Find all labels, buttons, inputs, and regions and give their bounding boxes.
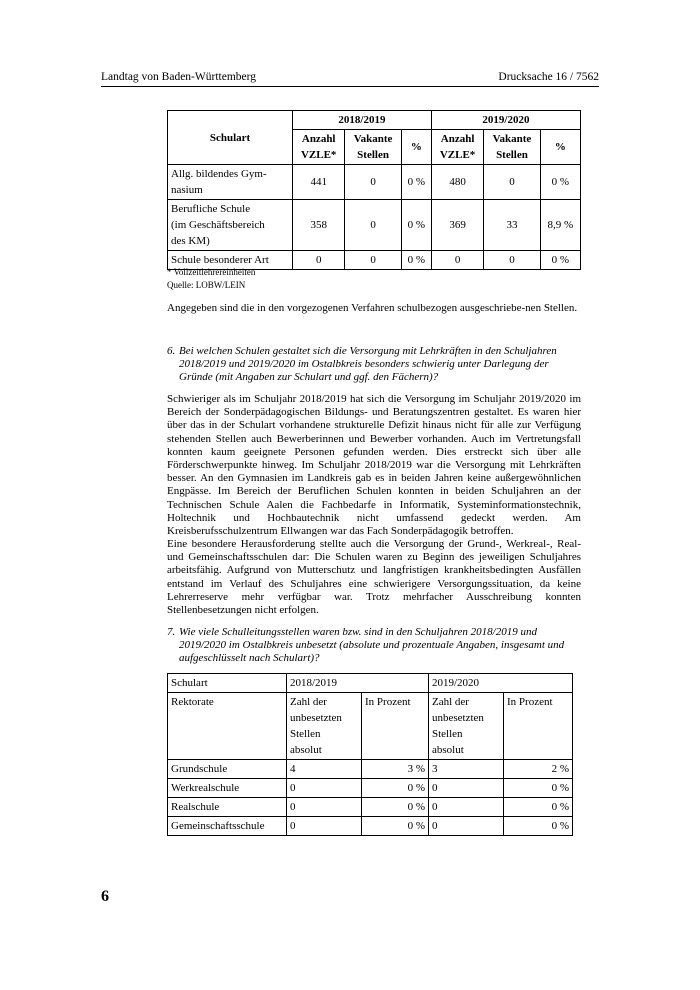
text: 6. <box>167 345 176 357</box>
th-anzahl <box>431 130 483 165</box>
table-cell: 441 <box>293 165 345 200</box>
table-cell: In Prozent <box>362 693 429 760</box>
page-header <box>101 71 599 87</box>
table-cell <box>168 200 293 251</box>
table-row <box>168 779 573 798</box>
table-cell: 0 % <box>504 798 573 817</box>
table-cell: Schule besonderer Art <box>168 251 293 270</box>
th-schulart: Schulart <box>168 111 293 165</box>
text: Anzahl <box>301 133 336 145</box>
table-cell: 0 <box>287 817 362 836</box>
table-cell: 0 % <box>362 779 429 798</box>
table-cell: 358 <box>293 200 345 251</box>
table-cell: In Prozent <box>504 693 573 760</box>
header-right: Drucksache 16 / 7562 <box>498 71 599 83</box>
question-6 <box>167 345 581 385</box>
table-cell: Schulart <box>168 674 287 693</box>
question-7 <box>167 626 581 666</box>
source-note: Quelle: LOBW/LEIN <box>167 280 246 290</box>
table-cell <box>168 165 293 200</box>
text: Allg. bildendes Gym- <box>171 168 267 180</box>
table-cell: 0 <box>293 251 345 270</box>
text: VZLE* <box>439 149 476 161</box>
text: Zahl der <box>432 696 469 708</box>
table-cell: 0 % <box>504 817 573 836</box>
text: unbesetzten <box>290 712 342 724</box>
text: VZLE* <box>300 149 337 161</box>
table-cell: 0 <box>345 200 401 251</box>
table-row <box>168 817 573 836</box>
table-cell: Werkrealschule <box>168 779 287 798</box>
table-cell: 8,9 % <box>540 200 580 251</box>
paragraph: Eine besondere Herausforderung stellte auch die Versorgung der Grund-, Werkreal-, Real- und Gemeinschaftsschulen dar: Die Schulen waren zu Beginn des jeweiligen Schuljahres arbeitsfähig. Aufgrund von Mutterschutz und langfristigen krankheitsbedingten Ausfällen entstand im Verlauf des Schuljahres eine schwierigere Versorgungssituation, da keine Lehrerreserve mehr verfügbar war. Trotz mehrfacher Ausschreibung konnten Stellenbesetzungen nicht erfolgen. <box>167 538 581 617</box>
table-cell: Rektorate <box>168 693 287 760</box>
table-cell: 3 <box>429 760 504 779</box>
table-cell: 0 <box>431 251 483 270</box>
table-row <box>168 798 573 817</box>
table-cell <box>429 693 504 760</box>
text: Anzahl <box>440 133 475 145</box>
table-cell: 0 % <box>401 165 431 200</box>
text: (im Geschäftsbereich <box>171 219 265 231</box>
text: unbesetzten <box>432 712 484 724</box>
text: Stellen <box>357 149 389 161</box>
table-cell: 3 % <box>362 760 429 779</box>
text: Stellen <box>432 728 463 740</box>
text: 7. <box>167 626 176 638</box>
leadership-table <box>167 673 573 836</box>
table-cell: 2019/2020 <box>429 674 573 693</box>
th-pct: % <box>401 130 431 165</box>
table-cell: 0 % <box>401 251 431 270</box>
table-cell: 0 <box>287 798 362 817</box>
table-cell: 33 <box>484 200 540 251</box>
page-number: 6 <box>101 888 109 905</box>
footnote: * Vollzeitlehrereinheiten <box>167 267 256 277</box>
table-cell: 2 % <box>504 760 573 779</box>
table-cell: Realschule <box>168 798 287 817</box>
table-cell: 0 <box>345 165 401 200</box>
text: Stellen <box>496 149 528 161</box>
table-cell: 369 <box>431 200 483 251</box>
table-cell: 0 <box>484 165 540 200</box>
th-year2: 2019/2020 <box>431 111 580 130</box>
text: Zahl der <box>290 696 327 708</box>
table-cell: 0 % <box>362 817 429 836</box>
table-cell: 0 <box>345 251 401 270</box>
header-left: Landtag von Baden-Württemberg <box>101 71 256 83</box>
table-cell: 4 <box>287 760 362 779</box>
text: absolut <box>290 744 322 756</box>
th-vakante <box>484 130 540 165</box>
table-cell: 2018/2019 <box>287 674 429 693</box>
table-cell: 0 <box>429 798 504 817</box>
table-cell: 0 % <box>362 798 429 817</box>
text: Vakante <box>353 133 393 145</box>
table-row <box>168 165 581 200</box>
table-cell: 0 % <box>401 200 431 251</box>
table-cell: Grundschule <box>168 760 287 779</box>
table-cell: 0 % <box>504 779 573 798</box>
table-cell: 0 <box>287 779 362 798</box>
table-cell: 0 <box>484 251 540 270</box>
table-cell: 480 <box>431 165 483 200</box>
text: absolut <box>432 744 464 756</box>
vacancy-table <box>167 110 581 270</box>
text: Bei welchen Schulen gestaltet sich die Versorgung mit Lehrkräften in den Schuljahren 2018/2019 und 2019/2020 im Ostalbkreis besonders schwierig unter Darlegung der Gründe (mit Angaben zur Schulart und ggf. den Fächern)? <box>179 345 557 384</box>
table-cell: 0 <box>429 779 504 798</box>
th-pct: % <box>540 130 580 165</box>
table-row <box>168 200 581 251</box>
th-anzahl <box>293 130 345 165</box>
text: Wie viele Schulleitungsstellen waren bzw. sind in den Schuljahren 2018/2019 und 2019/2020 im Ostalbkreis unbesetzt (absolute und prozentuale Angaben, insgesamt und aufgeschlüsselt nach Schulart)? <box>179 626 565 665</box>
table-cell: 0 % <box>540 165 580 200</box>
table-cell: Gemeinschaftsschule <box>168 817 287 836</box>
table-row <box>168 760 573 779</box>
paragraph: Angegeben sind die in den vorgezogenen Verfahren schulbezogen ausgeschriebe-nen Stellen. <box>167 302 578 314</box>
table-cell: 0 % <box>540 251 580 270</box>
table-cell: 0 <box>429 817 504 836</box>
text: Berufliche Schule <box>171 203 251 215</box>
text: Stellen <box>290 728 321 740</box>
th-vakante <box>345 130 401 165</box>
th-year1: 2018/2019 <box>293 111 432 130</box>
text: Vakante <box>492 133 532 145</box>
paragraph: Schwieriger als im Schuljahr 2018/2019 hat sich die Versorgung im Schuljahr 2019/2020 im Bereich der Sonderpädagogischen Bildungs- und Beratungszentren gestaltet. Es waren hier über das in der Schulart vorhandene strukturelle Defizit hinaus nicht für alle zur Verfügung stehenden Stellen auch Bewerberinnen und Bewerber vorhanden. Auch im Vertretungsfall konnten kaum geeignete Personen gefunden werden. Dies erstreckt sich über alle Förderschwerpunkte hinweg. Im Schuljahr 2018/2019 war die Versorgung mit Lehrkräften besser. An den Gymnasien im Landkreis gab es in beiden Jahren keine außergewöhnlichen Engpässe. Im Bereich der Beruflichen Schulen konnten in beiden Schuljahren an der Technischen Schule Aalen die Fachbedarfe in Informatik, Systeminformationstechnik, Holtechnik und Hochbautechnik nicht umfassend gedeckt werden. Am Kreisberufsschulzentrum Ellwangen war das Fach Sonderpädagogik betroffen. <box>167 393 581 538</box>
text: des KM) <box>171 235 210 247</box>
table-cell <box>287 693 362 760</box>
text: nasium <box>171 184 203 196</box>
